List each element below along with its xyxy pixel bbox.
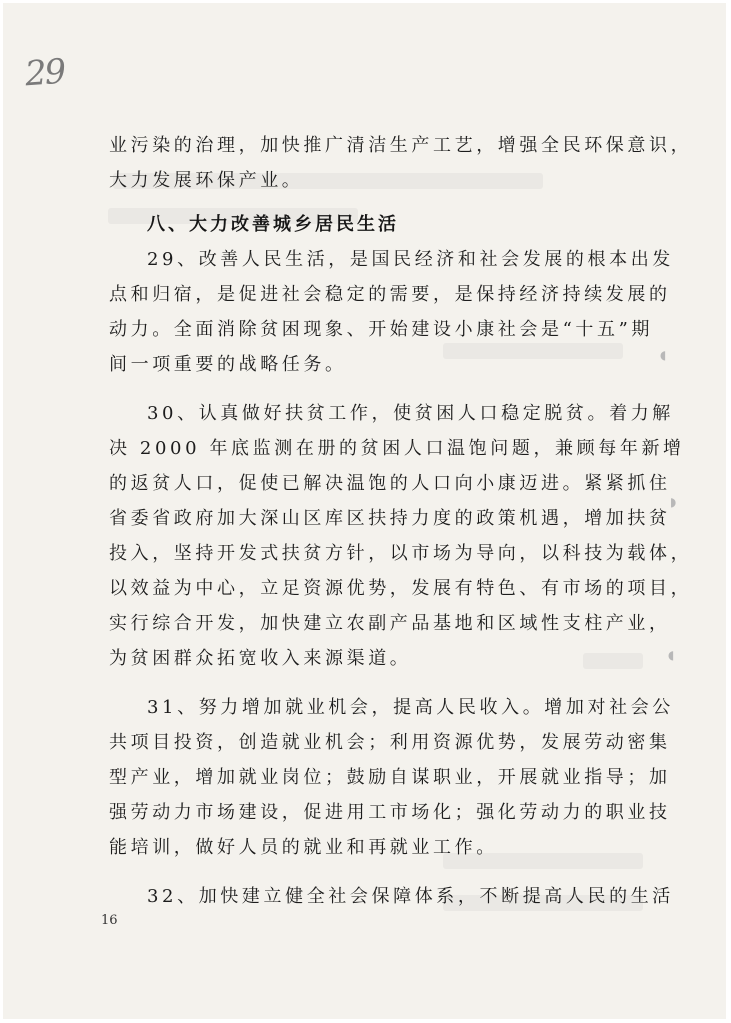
paragraph-32 [109, 879, 674, 914]
paragraph-29 [109, 242, 674, 382]
text-line: 29、改善人民生活，是国民经济和社会发展的根本出发 [147, 249, 674, 270]
text-line: 以效益为中心，立足资源优势，发展有特色、有市场的项目， [109, 578, 693, 599]
paragraph-31 [109, 690, 674, 865]
text-line: 大力发展环保产业。 [109, 170, 304, 191]
text-line: 业污染的治理，加快推广清洁生产工艺，增强全民环保意识， [109, 135, 693, 156]
text-line: 为贫困群众拓宽收入来源渠道。 [109, 648, 412, 669]
text-line: 32、加快建立健全社会保障体系，不断提高人民的生活 [147, 886, 674, 907]
text-line: 决 2000 年底监测在册的贫困人口温饱问题，兼顾每年新增 [109, 438, 685, 459]
text-line: 型产业，增加就业岗位；鼓励自谋职业，开展就业指导；加 [109, 767, 671, 788]
text-line: 强劳动力市场建设，促进用工市场化；强化劳动力的职业技 [109, 802, 671, 823]
page-number: 16 [101, 913, 118, 928]
text-line: 点和归宿，是促进社会稳定的需要，是保持经济持续发展的 [109, 284, 671, 305]
text-line: 动力。全面消除贫困现象、开始建设小康社会是“十五”期 [109, 319, 654, 340]
text-line: 间一项重要的战略任务。 [109, 354, 347, 375]
text-line: 实行综合开发，加快建立农副产品基地和区域性支柱产业， [109, 613, 671, 634]
punch-hole-mark: ◗ [670, 495, 677, 509]
text-line: 31、努力增加就业机会，提高人民收入。增加对社会公 [147, 697, 674, 718]
section-heading: 八、大力改善城乡居民生活 [147, 214, 399, 235]
text-line: 投入，坚持开发式扶贫方针，以市场为导向，以科技为载体， [109, 543, 693, 564]
scanned-page [3, 3, 726, 1019]
text-line: 共项目投资，创造就业机会；利用资源优势，发展劳动密集 [109, 732, 671, 753]
paragraph-intro [109, 128, 693, 198]
handwritten-page-annotation: 29 [23, 51, 66, 95]
document-body [109, 128, 693, 914]
text-line: 省委省政府加大深山区库区扶持力度的政策机遇，增加扶贫 [109, 508, 671, 529]
punch-hole-mark: ◖ [660, 348, 667, 362]
paragraph-30 [109, 396, 693, 676]
text-line: 的返贫人口，促使已解决温饱的人口向小康迈进。紧紧抓住 [109, 473, 671, 494]
text-line: 能培训，做好人员的就业和再就业工作。 [109, 837, 498, 858]
text-line: 30、认真做好扶贫工作，使贫困人口稳定脱贫。着力解 [147, 403, 674, 424]
punch-hole-mark: ◖ [668, 648, 675, 662]
